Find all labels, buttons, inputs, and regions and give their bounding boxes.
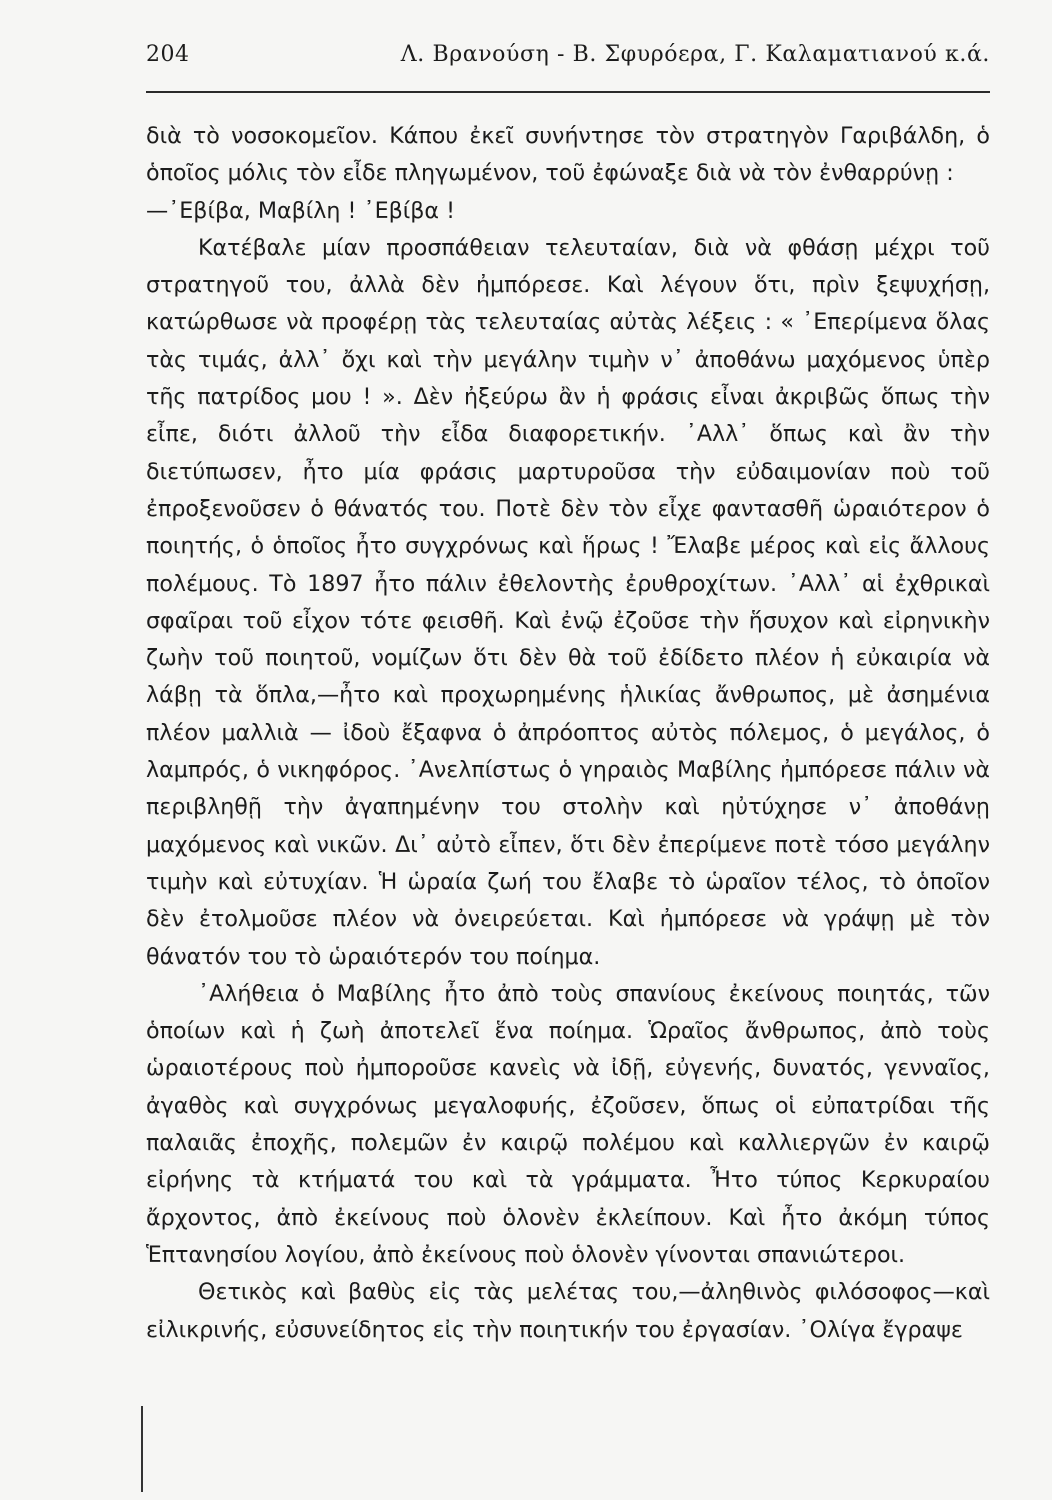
page-header	[146, 42, 990, 86]
body-text	[146, 118, 990, 1349]
paragraph-continuation: διὰ τὸ νοσοκομεῖον. Κάπου ἐκεῖ συνήντησε τὸν στρατηγὸν Γαριβάλδη, ὁ ὁποῖος μόλις τὸν εἶδε πληγωμένον, τοῦ ἐφώναξε διὰ νὰ τὸν ἐνθαρρύνῃ :	[146, 123, 990, 187]
header-rule	[146, 91, 990, 93]
paragraph-dialogue: —᾿Εβίβα, Μαβίλη ! ᾿Εβίβα !	[146, 197, 455, 224]
running-head: Λ. Βρανούση - Β. Σφυρόερα, Γ. Καλαματιανού κ.ά.	[400, 42, 990, 67]
paragraph: Θετικὸς καὶ βαθὺς εἰς τὰς μελέτας του,—ἀληθινὸς φιλόσοφος—καὶ εἰλικρινής, εὐσυνείδητος εἰς τὴν ποιητικήν του ἐργασίαν. ᾿Ολίγα ἔγραψε	[146, 1279, 990, 1343]
margin-mark	[141, 1406, 143, 1492]
paragraph: ᾿Αλήθεια ὁ Μαβίλης ἦτο ἀπὸ τοὺς σπανίους ἐκείνους ποιητάς, τῶν ὁποίων καὶ ἡ ζωὴ ἀποτελεῖ ἕνα ποίημα. Ὡραῖος ἄνθρωπος, ἀπὸ τοὺς ὡραιοτέρους ποὺ ἠμποροῦσε κανεὶς νὰ ἰδῇ, εὐγενής, δυνατός, γενναῖος, ἀγαθὸς καὶ συγχρόνως μεγαλοφυής, ἐζοῦσεν, ὅπως οἱ εὐπατρίδαι τῆς παλαιᾶς ἐποχῆς, πολεμῶν ἐν καιρῷ πολέμου καὶ καλλιεργῶν ἐν καιρῷ εἰρήνης τὰ κτήματά του καὶ τὰ γράμματα. Ἦτο τύπος Κερκυραίου ἄρχοντος, ἀπὸ ἐκείνους ποὺ ὁλονὲν ἐκλείπουν. Καὶ ἦτο ἀκόμη τύπος Ἑπτανησίου λογίου, ἀπὸ ἐκείνους ποὺ ὁλονὲν γίνονται σπανιώτεροι.	[146, 980, 990, 1268]
page-number: 204	[146, 42, 190, 67]
paragraph: Κατέβαλε μίαν προσπάθειαν τελευταίαν, διὰ νὰ φθάσῃ μέχρι τοῦ στρατηγοῦ του, ἀλλὰ δὲν ἠμπόρεσε. Καὶ λέγουν ὅτι, πρὶν ξεψυχήσῃ, κατώρθωσε νὰ προφέρῃ τὰς τελευταίας αὐτὰς λέξεις : « ᾿Επερίμενα ὅλας τὰς τιμάς, ἀλλ᾿ ὄχι καὶ τὴν μεγάλην τιμὴν ν᾿ ἀποθάνω μαχόμενος ὑπὲρ τῆς πατρίδος μου ! ». Δὲν ἠξεύρω ἂν ἡ φράσις εἶναι ἀκριβῶς ὅπως τὴν εἶπε, διότι ἀλλοῦ τὴν εἶδα διαφορετικήν. ᾿Αλλ᾿ ὅπως καὶ ἂν τὴν διετύπωσεν, ἦτο μία φράσις μαρτυροῦσα τὴν εὐδαιμονίαν ποὺ τοῦ ἐπροξενοῦσεν ὁ θάνατός του. Ποτὲ δὲν τὸν εἶχε φαντασθῆ ὡραιότερον ὁ ποιητής, ὁ ὁποῖος ἦτο συγχρόνως καὶ ἥρως ! Ἔλαβε μέρος καὶ εἰς ἄλλους πολέμους. Τὸ 1897 ἦτο πάλιν ἐθελοντὴς ἐρυθροχίτων. ᾿Αλλ᾿ αἱ ἐχθρικαὶ σφαῖραι τοῦ εἶχον τότε φεισθῆ. Καὶ ἐνῷ ἐζοῦσε τὴν ἥσυχον καὶ εἰρηνικὴν ζωὴν τοῦ ποιητοῦ, νομίζων ὅτι δὲν θὰ τοῦ ἐδίδετο πλέον ἡ εὐκαιρία νὰ λάβῃ τὰ ὅπλα,—ἦτο καὶ προχωρημένης ἡλικίας ἄνθρωπος, μὲ ἀσημένια πλέον μαλλιὰ — ἰδοὺ ἔξαφνα ὁ ἀπρόοπτος αὐτὸς πόλεμος, ὁ μεγάλος, ὁ λαμπρός, ὁ νικηφόρος. ᾿Ανελπίστως ὁ γηραιὸς Μαβίλης ἠμπόρεσε πάλιν νὰ περιβληθῇ τὴν ἀγαπημένην του στολὴν καὶ ηὐτύχησε ν᾿ ἀποθάνῃ μαχόμενος καὶ νικῶν. Δι᾿ αὐτὸ εἶπεν, ὅτι δὲν ἐπερίμενε ποτὲ τόσο μεγάλην τιμὴν καὶ εὐτυχίαν. Ἡ ὡραία ζωή του ἔλαβε τὸ ὡραῖον τέλος, τὸ ὁποῖον δὲν ἐτολμοῦσε πλέον νὰ ὀνειρεύεται. Καὶ ἠμπόρεσε νὰ γράψῃ μὲ τὸν θάνατόν του τὸ ὡραιότερόν του ποίημα.	[146, 234, 990, 970]
